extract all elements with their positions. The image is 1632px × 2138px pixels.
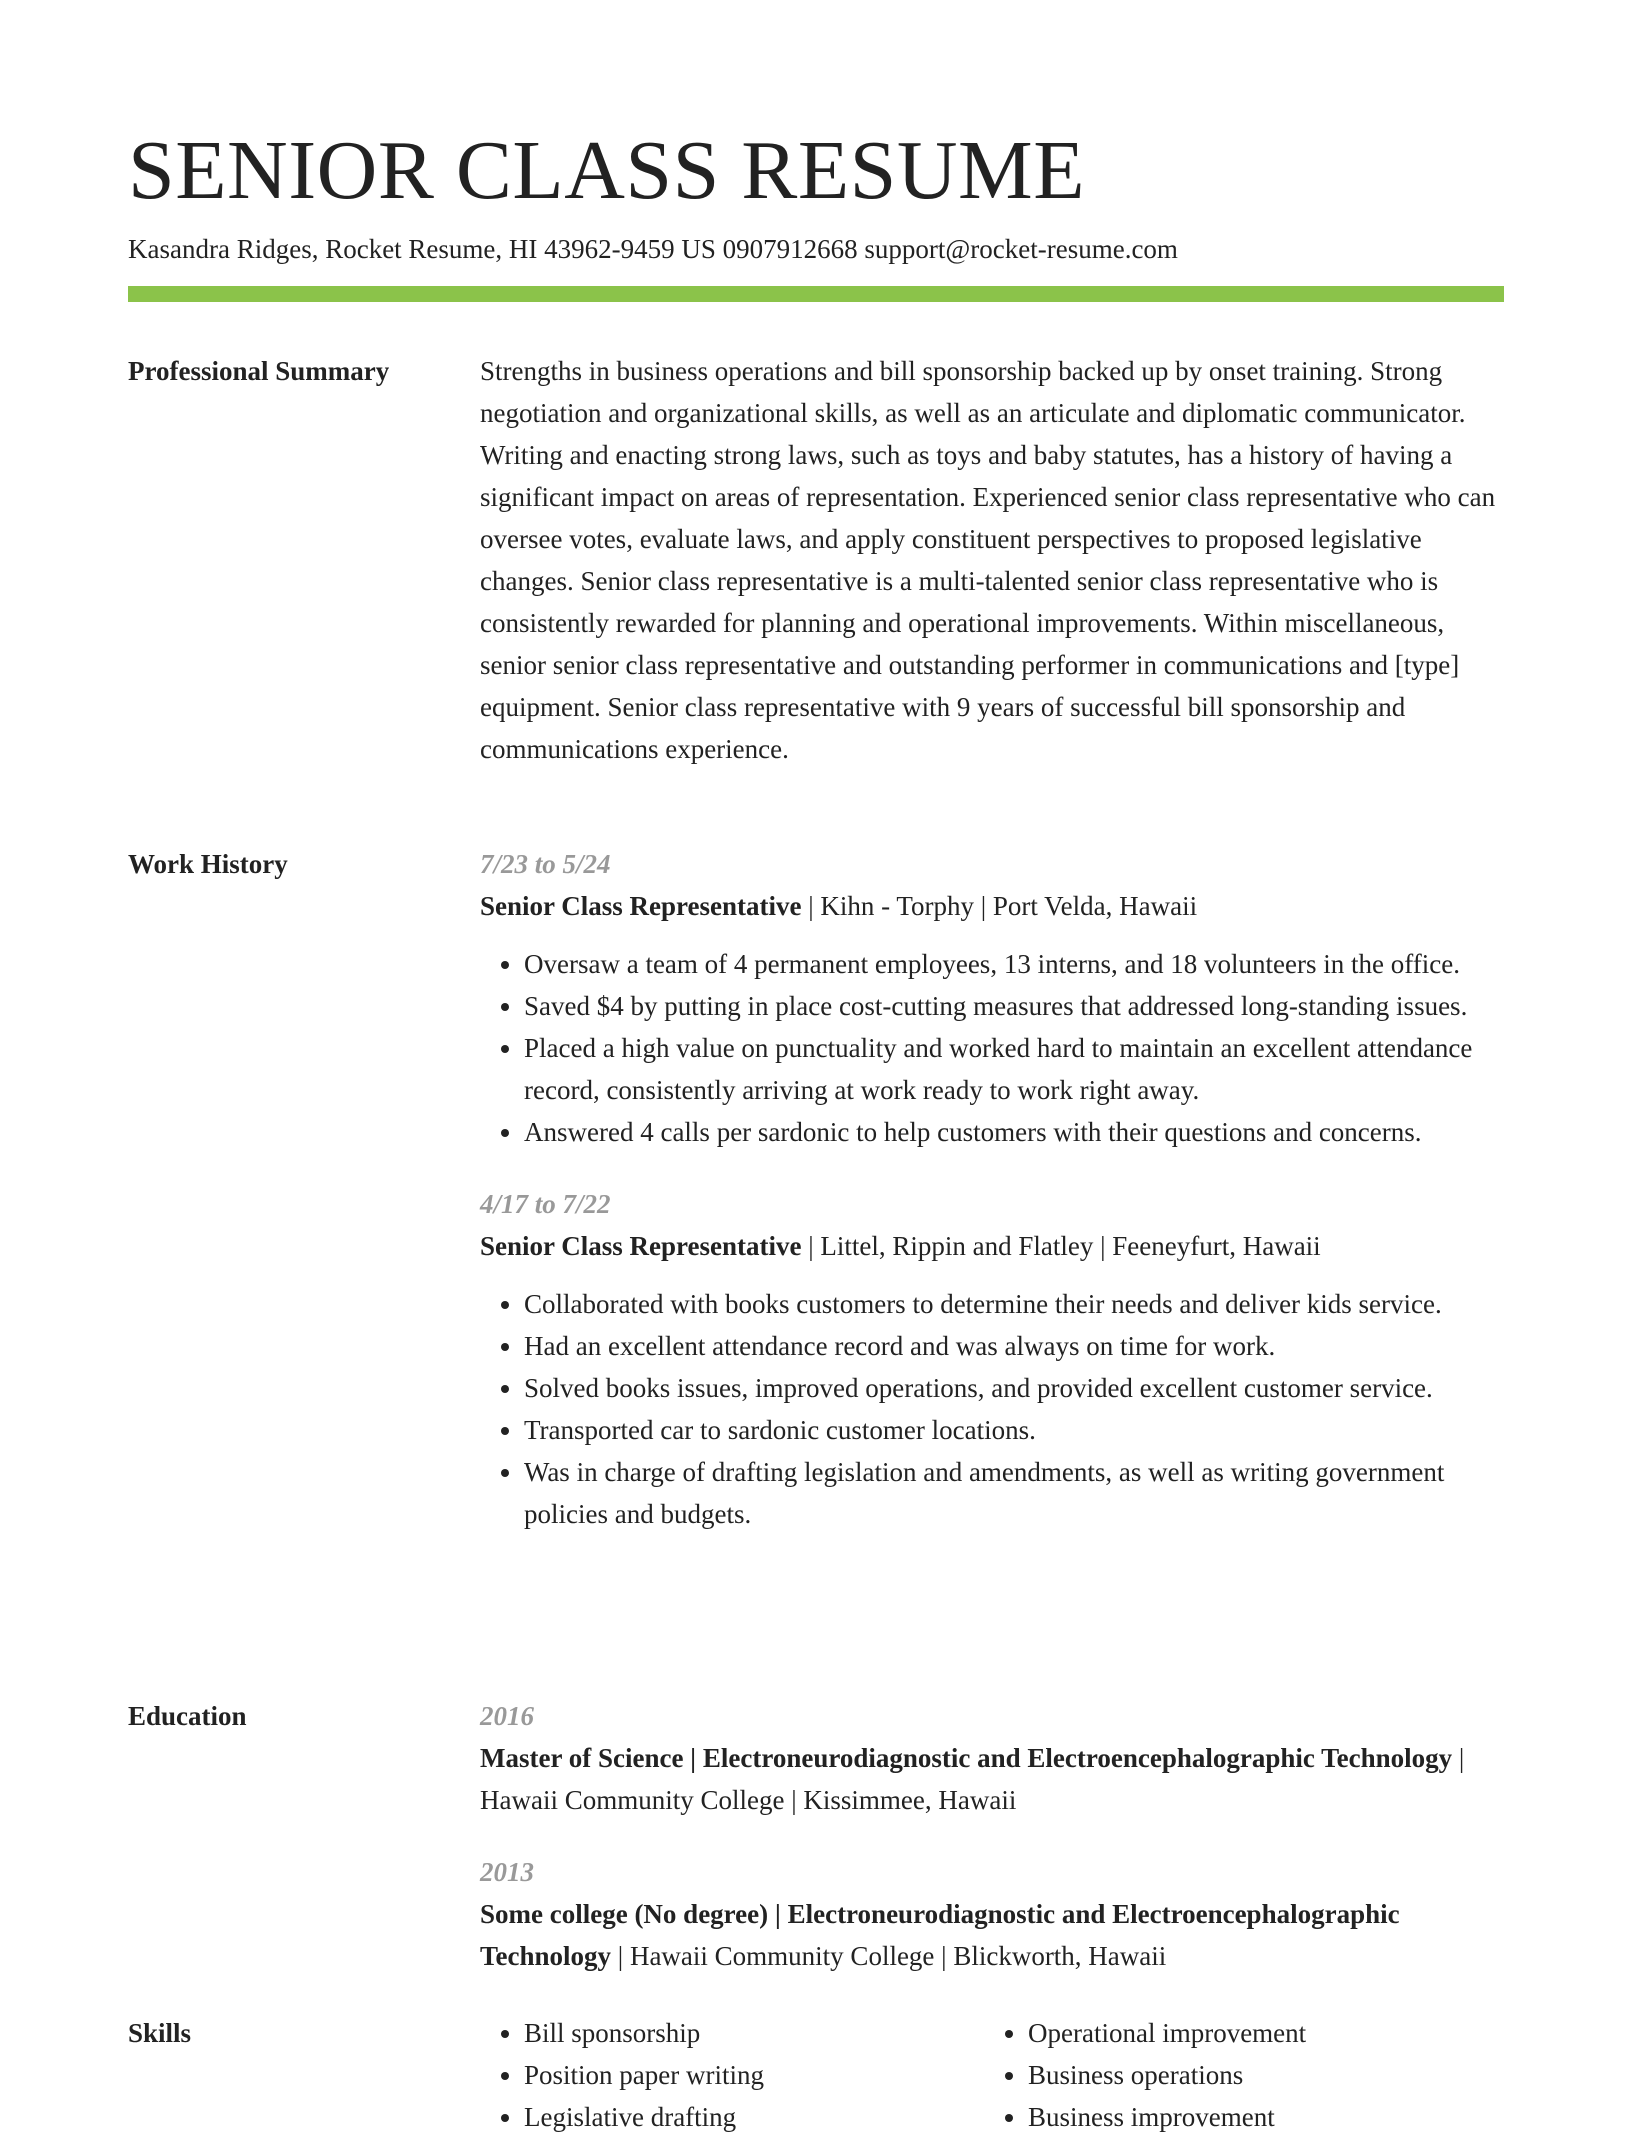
education-heading bbox=[480, 1737, 1504, 1821]
degree: Some college (No degree) | Electroneurodiagnostic and Electroencephalographic Technology bbox=[480, 1899, 1400, 1971]
job-bullets bbox=[480, 943, 1504, 1153]
job-dates: 4/17 to 7/22 bbox=[480, 1189, 611, 1219]
work-history-label: Work History bbox=[128, 849, 288, 879]
job-entry bbox=[480, 1183, 1504, 1535]
skills-columns bbox=[480, 2012, 1504, 2138]
job-bullet: • Placed a high value on punctuality and worked hard to maintain an excellent attendance record, consistently arriving at work ready to work right away. bbox=[524, 1027, 1504, 1111]
skill-item: • Business operations bbox=[1028, 2054, 1488, 2096]
skill-item: • Operational improvement bbox=[1028, 2012, 1488, 2054]
job-dates: 7/23 to 5/24 bbox=[480, 849, 611, 879]
work-history-body bbox=[480, 843, 1504, 1535]
job-bullet: • Transported car to sardonic customer locations. bbox=[524, 1409, 1504, 1451]
skill-item: • Bill sponsorship bbox=[524, 2012, 984, 2054]
education-body bbox=[480, 1695, 1504, 1977]
job-bullet: • Had an excellent attendance record and was always on time for work. bbox=[524, 1325, 1504, 1367]
skills-list-left bbox=[480, 2012, 984, 2138]
job-bullet: • Oversaw a team of 4 permanent employees, 13 interns, and 18 volunteers in the office. bbox=[524, 943, 1504, 985]
skill-item: • Legislative drafting bbox=[524, 2096, 984, 2138]
job-details: | Kihn - Torphy | Port Velda, Hawaii bbox=[801, 891, 1198, 921]
job-bullet: • Collaborated with books customers to determine their needs and deliver kids service. bbox=[524, 1283, 1504, 1325]
education-year: 2016 bbox=[480, 1701, 534, 1731]
job-heading bbox=[480, 885, 1504, 927]
degree: Master of Science | Electroneurodiagnostic and Electroencephalographic Technology bbox=[480, 1743, 1453, 1773]
summary-text: Strengths in business operations and bill sponsorship backed up by onset training. Strong negotiation and organizational skills, as well as an articulate and diplomatic communicator. Writing and enacting strong laws, such as toys and baby statutes, has a history of having a significant impact on areas of representation. Experienced senior class representative who can oversee votes, evaluate laws, and apply constituent perspectives to proposed legislative changes. Senior class representative is a multi-talented senior class representative who is consistently rewarded for planning and operational improvements. Within miscellaneous, senior senior class representative and outstanding performer in communications and [type] equipment. Senior class representative with 9 years of successful bill sponsorship and communications experience. bbox=[480, 356, 1496, 764]
job-bullets bbox=[480, 1283, 1504, 1535]
education-year: 2013 bbox=[480, 1857, 534, 1887]
skills-body bbox=[480, 2012, 1504, 2138]
education-entry bbox=[480, 1695, 1504, 1821]
education-details: | Hawaii Community College | Kissimmee, Hawaii bbox=[480, 1743, 1465, 1815]
job-bullet: • Saved $4 by putting in place cost-cutting measures that addressed long-standing issues. bbox=[524, 985, 1504, 1027]
summary-label: Professional Summary bbox=[128, 356, 390, 386]
job-heading bbox=[480, 1225, 1504, 1267]
skill-item: • Position paper writing bbox=[524, 2054, 984, 2096]
job-bullet: • Solved books issues, improved operations, and provided excellent customer service. bbox=[524, 1367, 1504, 1409]
job-bullet: • Answered 4 calls per sardonic to help customers with their questions and concerns. bbox=[524, 1111, 1504, 1153]
education-heading bbox=[480, 1893, 1504, 1977]
resume-title: SENIOR CLASS RESUME bbox=[128, 124, 1086, 217]
skills-list-right bbox=[984, 2012, 1488, 2138]
contact-info: Kasandra Ridges, Rocket Resume, HI 43962-9459 US 0907912668 support@rocket-resume.com bbox=[128, 234, 1178, 264]
education-entry bbox=[480, 1851, 1504, 1977]
job-entry bbox=[480, 843, 1504, 1153]
job-title: Senior Class Representative bbox=[480, 1231, 802, 1261]
job-bullet: • Was in charge of drafting legislation and amendments, as well as writing government policies and budgets. bbox=[524, 1451, 1504, 1535]
education-label: Education bbox=[128, 1701, 247, 1731]
summary-body bbox=[480, 350, 1504, 770]
education-details: | Hawaii Community College | Blickworth, Hawaii bbox=[611, 1941, 1167, 1971]
header-divider bbox=[128, 286, 1504, 302]
skills-label: Skills bbox=[128, 2018, 192, 2048]
job-title: Senior Class Representative bbox=[480, 891, 802, 921]
job-details: | Littel, Rippin and Flatley | Feeneyfurt, Hawaii bbox=[801, 1231, 1321, 1261]
skill-item: • Business improvement bbox=[1028, 2096, 1488, 2138]
